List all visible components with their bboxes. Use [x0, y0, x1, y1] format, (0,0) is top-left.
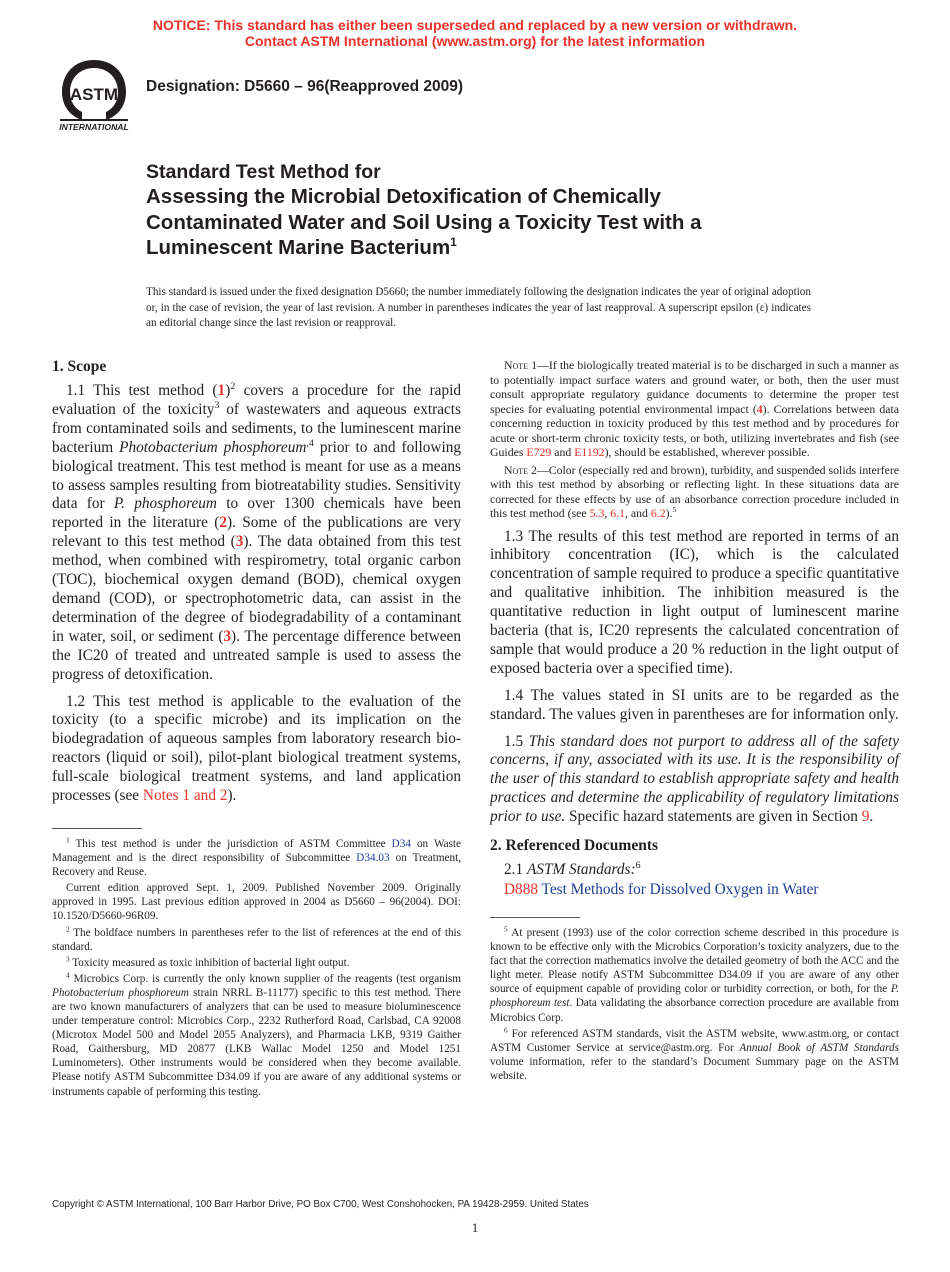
footnote-mark-2[interactable]: 2 [230, 380, 236, 392]
title-line-2: Assessing the Microbial Detoxification of Chemically [146, 185, 661, 208]
footnote-mark-6[interactable]: 6 [635, 860, 641, 871]
notice-banner [0, 17, 950, 49]
paragraph-1-4: 1.4 The values stated in SI units are to be regarded as the standard. The values given in parentheses are for information only. [490, 686, 899, 723]
footnote-3: $^3$ Toxicity measured as toxic inhibition of bacterial light output. [66, 954, 350, 969]
notes-link[interactable]: Notes 1 and 2 [142, 787, 228, 805]
section-link-5-3[interactable]: 5.3 [589, 506, 605, 520]
title-line-3: Contaminated Water and Soil Using a Toxicity Test with a [146, 210, 702, 234]
designation: Designation: D5660 – 96(Reapproved 2009) [146, 78, 464, 95]
footnote-5: $^5$ At present (1993) use of the color correction scheme described in this procedure is known to be effective only with the Microbics Corporation’s toxicity analyzers, due to the fact that the correction mathematics involve the detailed geometry of both the ACC and the light meter. Please notify ASTM Subcommittee D34.09 if you are aware of any other source of equipment capable of providing color or turbidity correction, or both, for the P. phosphoreum test. Data validating the absorbance correction procedure are available from Microbics Corp. [490, 925, 899, 1024]
paragraph-1-1: 1.1 This test method $(1)^2$ covers a procedure for the rapid evaluation of the toxicity$^3$ of wastewaters and aqueous extracts from contaminated soils and sediments, to the luminescent marine bacterium Photobacterium phosphoreum$^{,4}$ prior to and following biological treatment. This test method is meant for use as a means to assess samples resulting from biotreatability studies. Sensitivity data for P. phosphoreum to over 1300 chemicals have been reported in the literature (2). Some of the publications are very relevant to this test method (3). The data obtained from this test method, when combined with respirometry, total organic carbon (TOC), biochemical oxygen demand (BOD), chemical oxygen demand (COD), or spectrophotometric data, can assist in the determination of the degree of biodegradability of a contaminant in water, soil, or sediment (3). The percentage difference between the IC20 of treated and untreated sample is used to assess the progress of detoxification. [52, 380, 462, 683]
section-link-6-2[interactable]: 6.2 [650, 506, 666, 520]
paragraph-1-3: 1.3 The results of this test method are reported in terms of an inhibitory concentration (IC), which is the calculated concentration of sample required to produce a specific quantitative and qualitative inhibition. The inhibition measured is the quantitative reduction in light output of luminescent marine bacteria (that is, IC20 represents the calculated concentration of sample that would produce a 20 % reduction in the light output of exposed bacteria over a specified time). [490, 527, 899, 677]
right-column [490, 358, 899, 1085]
paragraph-2-1: 2.1 ASTM Standards:$^6$ [504, 860, 641, 879]
note-1: Note 1—If the biologically treated material is to be discharged in such a manner as to potentially impact surface waters and ground water, or both, then the user must consult appropriate regulatory guidance documents to determine the proper test species for evaluating potential environmental impact (4). Correlations between data concerning reduction in toxicity produced by this test method and by procedures for acute or short-term chronic toxicity tests, or both, utilizing invertebrates and fish (see Guides E729 and E1192), should be established, wherever possible. [490, 358, 899, 459]
footnote-6: $^6$ For referenced ASTM standards, visit the ASTM website, www.astm.org, or contact ASTM Customer Service at service@astm.org. For Annual Book of ASTM Standards volume information, refer to the standard’s Document Summary page on the ASTM website. [490, 1025, 899, 1082]
reference-link-2[interactable]: 2 [219, 514, 227, 532]
footnote-2: $^2$ The boldface numbers in parentheses refer to the list of references at the end of this standard. [52, 924, 461, 953]
title-line-4: Luminescent Marine Bacterium$^1$ [146, 235, 457, 259]
footnote-current-edition: Current edition approved Sept. 1, 2009. Published November 2009. Originally approved in 1995. Last previous edition approved in 2004 as D5660 – 96(2004). DOI: 10.1520/D5660-96R09. [52, 882, 461, 923]
reference-link-3[interactable]: 3 [235, 533, 244, 551]
title-line-1: Standard Test Method for [146, 161, 381, 183]
intro-paragraph: This standard is issued under the fixed designation D5660; the number immediately following the designation indicates the year of original adoption or, in the case of revision, the year of last revision. A number in parentheses indicates the year of last reapproval. A superscript epsilon (ε) indicates an editorial change since the last revision or reapproval. [146, 286, 811, 329]
title-footnote-mark[interactable]: 1 [450, 235, 457, 250]
left-column [52, 358, 461, 1101]
footnote-4: $^4$ Microbics Corp. is currently the only known supplier of the reagents (test organism Photobacterium phosphoreum strain NRRL B-11177) specific to this test method. There are two known manufacturers of analyzers that can be used to measure bioluminescence under temperature control: Microbics Corp., 2232 Rutherford Road, Carlsbad, CA 92008 (Microtox Model 500 and Model 2055 Analyzers), and Pharmacia LKB, 9319 Gaither Road, Gaithersburg, MD 20877 (LKB Wallac Model 1250 and Model 1251 Luminometers). Other instruments would be considered when they become available. Please notify ASTM Subcommittee D34.09 if you are aware of any additional systems or instruments capable of performing this testing. [52, 971, 461, 1098]
section-link-9[interactable]: 9 [861, 808, 870, 826]
reference-link-4[interactable]: 4 [756, 401, 763, 416]
reference-link-1[interactable]: 1 [217, 382, 226, 399]
committee-link-d34[interactable]: D34 [391, 837, 411, 850]
footnote-mark-5[interactable]: 5 [672, 505, 677, 515]
document-title [146, 161, 826, 261]
standard-link-d888[interactable]: D888 Test Methods for Dissolved Oxygen in Water [504, 881, 819, 898]
page-number: 1 [471, 1220, 479, 1235]
guide-link-e1192[interactable]: E1192 [574, 445, 605, 459]
copyright-line: Copyright © ASTM International, 100 Barr Harbor Drive, PO Box C700, West Conshohocken, PA 19428-2959. United States [52, 1199, 589, 1210]
logo-international-text: INTERNATIONAL [59, 122, 129, 132]
section-1-heading: 1. Scope [52, 358, 107, 375]
subcommittee-link-d34-03[interactable]: D34.03 [356, 852, 390, 865]
footnote-divider [52, 828, 142, 829]
guide-link-e729[interactable]: E729 [526, 445, 552, 459]
note-2: Note 2—Color (especially red and brown), turbidity, and suspended solids interfere with this test method by absorbing or reflecting light. In these situations data are corrected for these effects by use of an absorbance correction procedure included in this test method (see 5.3, 6.1, and 6.2).$^5$ [490, 462, 899, 520]
footnote-1: $^1$ This test method is under the jurisdiction of ASTM Committee D34 on Waste Management and is the direct responsibility of Subcommittee D34.03 on Treatment, Recovery and Reuse. [52, 836, 462, 879]
footnote-mark-4[interactable]: ,4 [306, 437, 314, 449]
notice-line-1: NOTICE: This standard has either been superseded and replaced by a new version or withdrawn. [152, 17, 798, 33]
notice-line-2: Contact ASTM International (www.astm.org) for the latest information [244, 33, 706, 49]
section-link-6-1[interactable]: 6.1 [610, 506, 626, 520]
paragraph-1-2: 1.2 This test method is applicable to the evaluation of the toxicity (to a specific microbe) and its implication on the biodegradation of aqueous samples from laboratory research bio-reactors (liquid or soil), pilot-plant biological treatment systems, full-scale biological treatment systems, and land application processes (see Notes 1 and 2). [52, 692, 461, 805]
section-2-heading: 2. Referenced Documents [490, 837, 659, 855]
footnote-divider-right [490, 917, 580, 918]
paragraph-1-5: 1.5 This standard does not purport to address all of the safety concerns, if any, associated with its use. It is the responsibility of the user of this standard to establish appropriate safety and health practices and determine the applicability of regulatory limitations prior to use. Specific hazard statements are given in Section 9. [490, 732, 899, 826]
logo-astm-letters: ASTM [69, 85, 119, 104]
astm-logo [52, 56, 136, 132]
footnote-mark-3[interactable]: 3 [214, 399, 220, 411]
reference-link-3b[interactable]: 3 [223, 627, 232, 645]
